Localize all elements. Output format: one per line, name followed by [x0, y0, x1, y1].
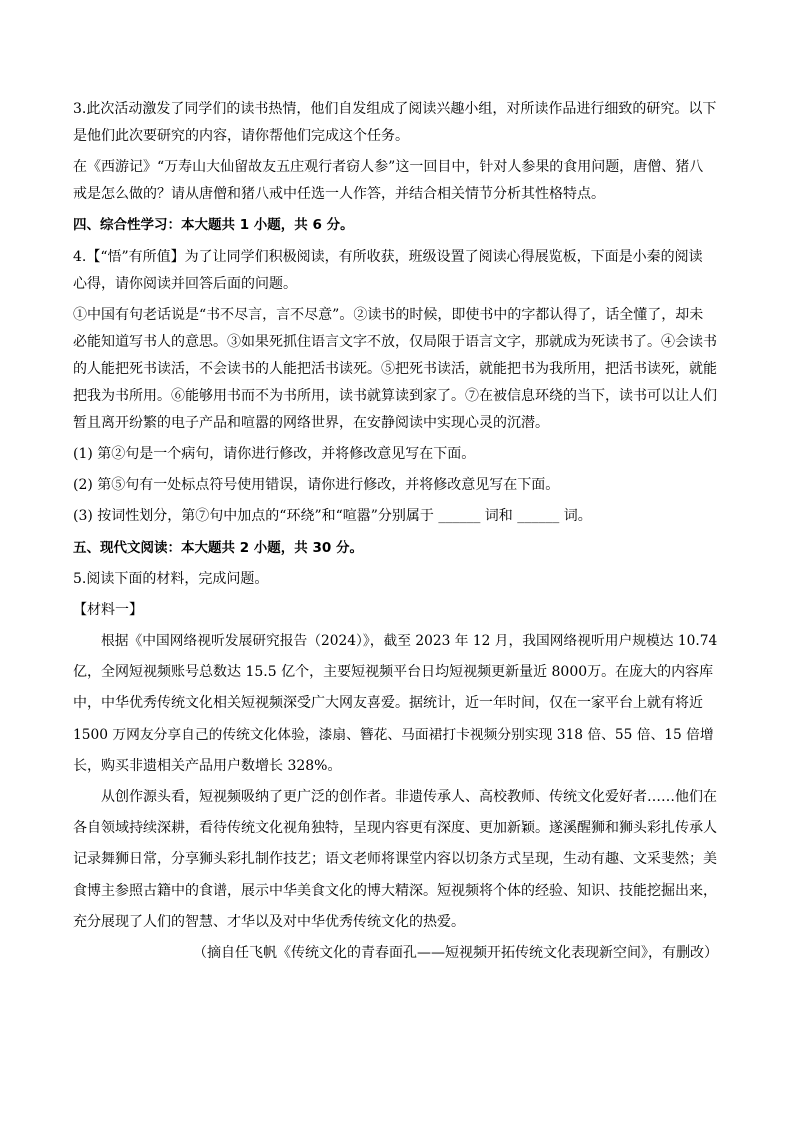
q4-line-2: 心得，请你阅读并回答后面的问题。 — [73, 275, 297, 292]
material-para-2-line-2: 各自领域持续深耕，看待传统文化视角独特，呈现内容更有深度、更加新颖。遂溪醒狮和狮头彩扎传承人 — [73, 820, 717, 837]
q3-line-3: 在《西游记》“万寿山大仙留故友五庄观行者窃人参”这一回目中，针对人参果的食用问题，唐僧、猪八 — [73, 159, 704, 176]
q4-passage-line-2: 必能知道写书人的意思。③如果死抓住语言文字不放，仅局限于语言文字，那就成为死读书了。④会读书 — [73, 333, 717, 350]
material-para-1-line-1: 根据《中国网络视听发展研究报告（2024）》，截至 2023 年 12 月，我国网络视听用户规模达 10.74 — [101, 633, 718, 650]
q4-passage-line-4: 把我为书所用。⑥能够用书而不为书所用，读书就算读到家了。⑦在被信息环绕的当下，读书可以让人们 — [73, 387, 717, 404]
section-five-heading: 五、现代文阅读：本大题共 2 小题，共 30 分。 — [73, 539, 363, 556]
material-para-2-line-4: 食博主参照古籍中的食谱，展示中华美食文化的博大精深。短视频将个体的经验、知识、技能挖掘出来， — [73, 882, 717, 899]
material-para-2-line-5: 充分展现了人们的智慧、才华以及对中华优秀传统文化的热爱。 — [73, 913, 465, 930]
q4-passage-line-1: ①中国有句老话说是“书不尽言，言不尽意”。②读书的时候，即使书中的字都认得了，话全懂了，却未 — [73, 306, 704, 323]
material-para-1-line-5: 长，购买非遗相关产品用户数增长 328%。 — [73, 757, 342, 774]
q4-passage-line-5: 暂且离开纷繁的电子产品和喧嚣的网络世界，在安静阅读中实现心灵的沉潜。 — [73, 414, 549, 431]
q4-subquestion-1: (1) 第②句是一个病句，请你进行修改，并将修改意见写在下面。 — [73, 445, 476, 462]
q4-line-1: 4.【“悟”有所值】为了让同学们积极阅读，有所收获，班级设置了阅读心得展览板，下面是小秦的阅读 — [73, 248, 703, 265]
q4-subquestion-2: (2) 第⑤句有一处标点符号使用错误，请你进行修改，并将修改意见写在下面。 — [73, 477, 560, 494]
q3-line-2: 是他们此次要研究的内容，请你帮他们完成这个任务。 — [73, 128, 409, 144]
section-four-heading: 四、综合性学习：本大题共 1 小题，共 6 分。 — [73, 217, 354, 234]
material-one-label: 【材料一】 — [73, 601, 143, 618]
q3-line-1: 3.此次活动激发了同学们的读书热情，他们自发组成了阅读兴趣小组，对所读作品进行细致的研究。以下 — [73, 101, 717, 117]
material-para-2-line-1: 从创作源头看，短视频吸纳了更广泛的创作者。非遗传承人、高校教师、传统文化爱好者……他们在 — [101, 789, 717, 805]
material-para-1-line-4: 1500 万网友分享自己的传统文化体验，漆扇、簪花、马面裙打卡视频分别实现 318 倍、55 倍、15 倍增 — [73, 726, 714, 743]
q4-passage-line-3: 的人能把死书读活，不会读书的人能把活书读死。⑤把死书读活，就能把书为我所用，把活书读死，就能 — [73, 360, 717, 377]
material-para-2-line-3: 记录舞狮日常，分享狮头彩扎制作技艺；语文老师将课堂内容以切条方式呈现，生动有趣、文采斐然；美 — [73, 851, 717, 868]
document-body — [73, 99, 723, 963]
source-citation: （摘自任飞帆《传统文化的青春面孔——短视频开拓传统文化表现新空间》，有删改） — [193, 944, 718, 961]
q4-subquestion-3: (3) 按词性划分，第⑦句中加点的“环绕”和“喧嚣”分别属于 ______ 词和 ______ 词。 — [73, 508, 592, 525]
material-para-1-line-3: 中，中华优秀传统文化相关短视频深受广大网友喜爱。据统计，近一年时间，仅在一家平台上就有将近 — [73, 695, 703, 712]
material-para-1-line-2: 亿，全网短视频账号总数达 15.5 亿个，主要短视频平台日均短视频更新量近 8000万。在庞大的内容库 — [73, 664, 714, 681]
q3-line-4: 戒是怎么做的？请从唐僧和猪八戒中任选一人作答，并结合相关情节分析其性格特点。 — [73, 186, 605, 203]
q5-instruction: 5.阅读下面的材料，完成问题。 — [73, 570, 269, 587]
